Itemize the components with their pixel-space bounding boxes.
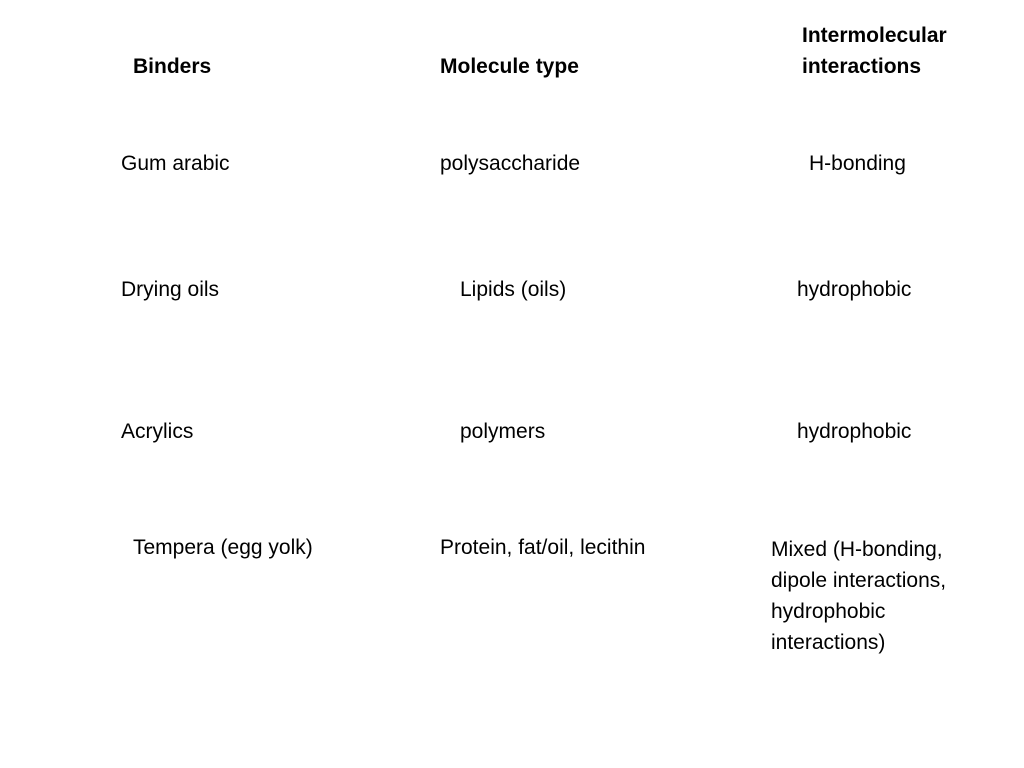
header-interactions-line2: interactions [802,55,922,78]
interactions-mixed-line4: interactions) [771,631,886,654]
interactions-h-bonding: H-bonding [809,152,906,175]
header-interactions-line1: Intermolecular [802,24,947,47]
header-molecule-type: Molecule type [440,55,579,78]
molecule-type-polysaccharide: polysaccharide [440,152,581,175]
molecule-type-protein-fat-lecithin: Protein, fat/oil, lecithin [440,536,646,559]
binder-tempera: Tempera (egg yolk) [133,536,313,559]
interactions-mixed-line3: hydrophobic [771,600,886,623]
header-intermolecular-interactions [802,20,947,82]
molecule-type-lipids: Lipids (oils) [460,278,567,301]
interactions-hydrophobic: hydrophobic [797,278,912,301]
binder-drying-oils: Drying oils [121,278,220,301]
binder-gum-arabic: Gum arabic [121,152,230,175]
interactions-mixed-line1: Mixed (H-bonding, [771,538,943,561]
interactions-hydrophobic: hydrophobic [797,420,912,443]
binder-acrylics: Acrylics [121,420,194,443]
molecule-type-polymers: polymers [460,420,546,443]
header-binders: Binders [133,55,212,78]
interactions-mixed-line2: dipole interactions, [771,569,947,592]
interactions-mixed [771,534,946,658]
